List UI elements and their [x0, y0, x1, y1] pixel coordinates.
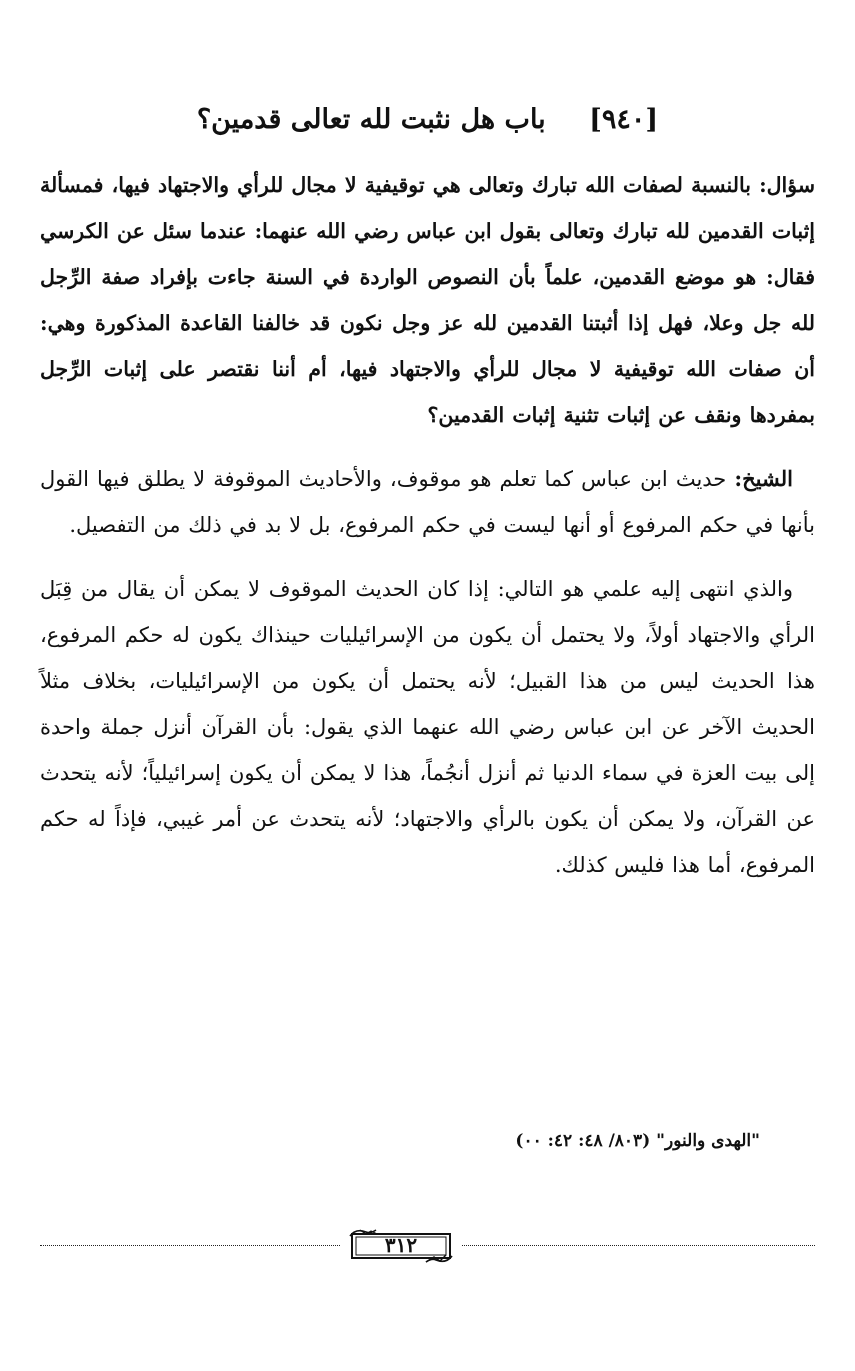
chapter-heading — [40, 100, 815, 140]
speaker-label: الشيخ: — [734, 466, 793, 491]
source-citation: "الهدى والنور" (٨٠٣/ ٤٨: ٤٢: ٠٠) — [515, 1131, 760, 1151]
page-number-frame — [346, 1226, 456, 1264]
answer-text-1: حديث ابن عباس كما تعلم هو موقوف، والأحاديث الموقوفة لا يطلق فيها القول بأنها في حكم المرفوع أو أنها ليست في حكم المرفوع، بل لا بد في ذلك من التفصيل. — [40, 467, 815, 537]
chapter-number: [٩٤٠] — [589, 104, 659, 135]
footer-divider-right — [462, 1245, 815, 1246]
question-paragraph: سؤال: بالنسبة لصفات الله تبارك وتعالى هي توقيفية لا مجال للرأي والاجتهاد فيها، فمسألة إثبات القدمين لله تبارك وتعالى بقول ابن عباس رضي الله عنهما: عندما سئل عن الكرسي فقال: هو موضع القدمين، علماً بأن النصوص الواردة في السنة جاءت بإفراد صفة الرِّجل لله جل وعلا، فهل إذا أثبتنا القدمين لله عز وجل نكون قد خالفنا القاعدة المذكورة وهي: أن صفات الله توقيفية لا مجال للرأي والاجتهاد فيها، أم أننا نقتصر على إثبات الرِّجل بمفردها ونقف عن إثبات تثنية إثبات القدمين؟ — [40, 173, 815, 427]
chapter-title: باب هل نثبت لله تعالى قدمين؟ — [196, 104, 546, 135]
page-number: ٣١٢ — [384, 1233, 418, 1257]
body-text — [40, 162, 815, 906]
answer-paragraph-2: والذي انتهى إليه علمي هو التالي: إذا كان الحديث الموقوف لا يمكن أن يقال من قِبَل الرأي والاجتهاد أولاً، ولا يحتمل أن يكون من الإسرائيليات حينذاك يكون له حكم المرفوع، هذا الحديث ليس من هذا القبيل؛ لأنه يحتمل أن يكون من الإسرائيليات، بخلاف مثلاً الحديث الآخر عن ابن عباس رضي الله عنهما الذي يقول: بأن القرآن أنزل جملة واحدة إلى بيت العزة في سماء الدنيا ثم أنزل أنجُماً، هذا لا يمكن أن يكون إسرائيلياً؛ لأنه يتحدث عن القرآن، ولا يمكن أن يكون بالرأي والاجتهاد؛ لأنه يتحدث عن أمر غيبي، فإذاً له حكم المرفوع، أما هذا فليس كذلك. — [40, 577, 815, 877]
answer-paragraph-1 — [40, 456, 815, 548]
footer-divider-left — [40, 1245, 340, 1246]
